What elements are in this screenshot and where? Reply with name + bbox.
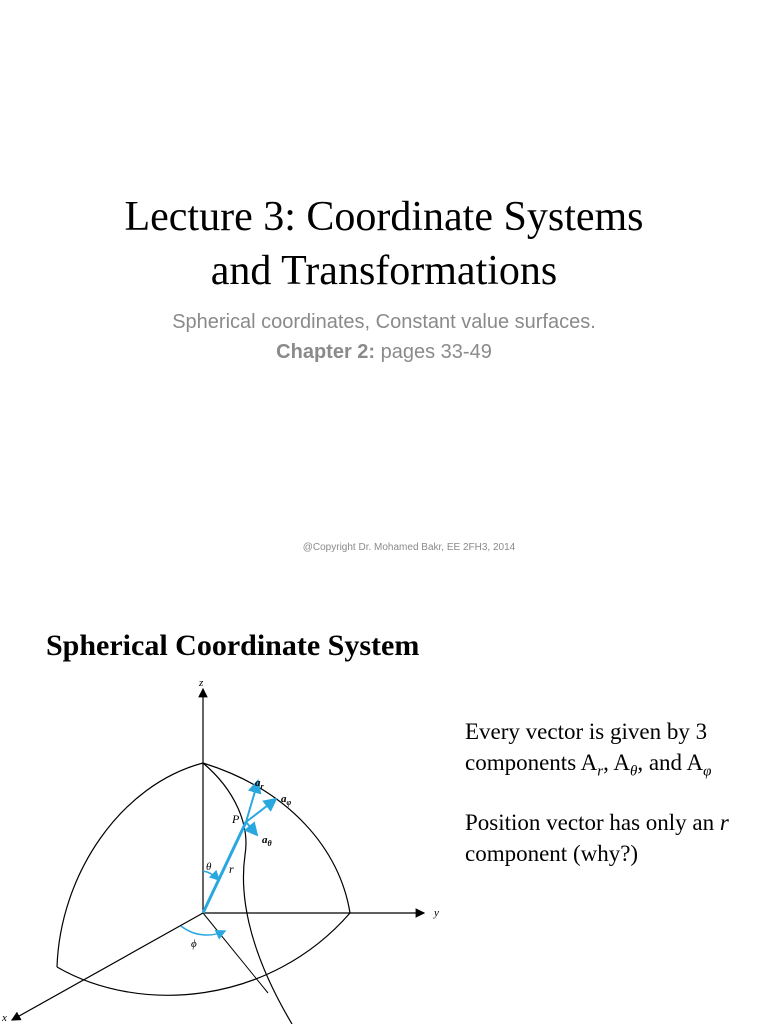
lecture-title-line1: Lecture 3: Coordinate Systems [124, 194, 644, 240]
y-label: y [434, 907, 439, 919]
position-vector-paragraph: Position vector has only an r component (why?) [465, 810, 729, 866]
lecture-subtitle [0, 307, 768, 367]
a-theta-unit-vector [246, 822, 257, 835]
spherical-slide [0, 600, 768, 1024]
x-label: x [2, 1012, 7, 1024]
a-phi-unit-vector [246, 799, 276, 822]
subtitle-topics: Spherical coordinates, Constant value surfaces. [172, 311, 596, 333]
a-phi-label: $a_\varphi$ [281, 793, 292, 807]
subtitle-chapter [0, 337, 768, 367]
lecture-title [0, 190, 768, 298]
phi-angle-arc [181, 926, 225, 935]
a-r-label: $a_r$ [255, 777, 264, 791]
octant-arc-xz [57, 763, 203, 967]
spherical-coordinate-diagram [0, 675, 450, 1024]
x-axis [12, 913, 203, 1020]
chapter-pages: pages 33-49 [375, 341, 492, 363]
r-label: r [229, 862, 234, 876]
theta-label: θ [206, 861, 212, 873]
copyright-notice: @Copyright Dr. Mohamed Bakr, EE 2FH3, 2014 [302, 542, 516, 553]
meridian-line [203, 763, 292, 1024]
phi-label: ϕ [191, 938, 197, 950]
components-paragraph: Every vector is given by 3 components $A_r$, $A_\theta$, and $A_\varphi$ [465, 719, 712, 780]
z-label: z [199, 677, 204, 689]
slide-heading: Spherical Coordinate System [46, 629, 420, 662]
a-theta-label: $a_\theta$ [262, 834, 272, 848]
octant-arc-xy [57, 913, 350, 995]
slide-text [465, 716, 755, 898]
p-label: P [232, 812, 240, 826]
chapter-label: Chapter 2: [276, 341, 376, 363]
lecture-title-line2: and Transformations [210, 248, 558, 294]
